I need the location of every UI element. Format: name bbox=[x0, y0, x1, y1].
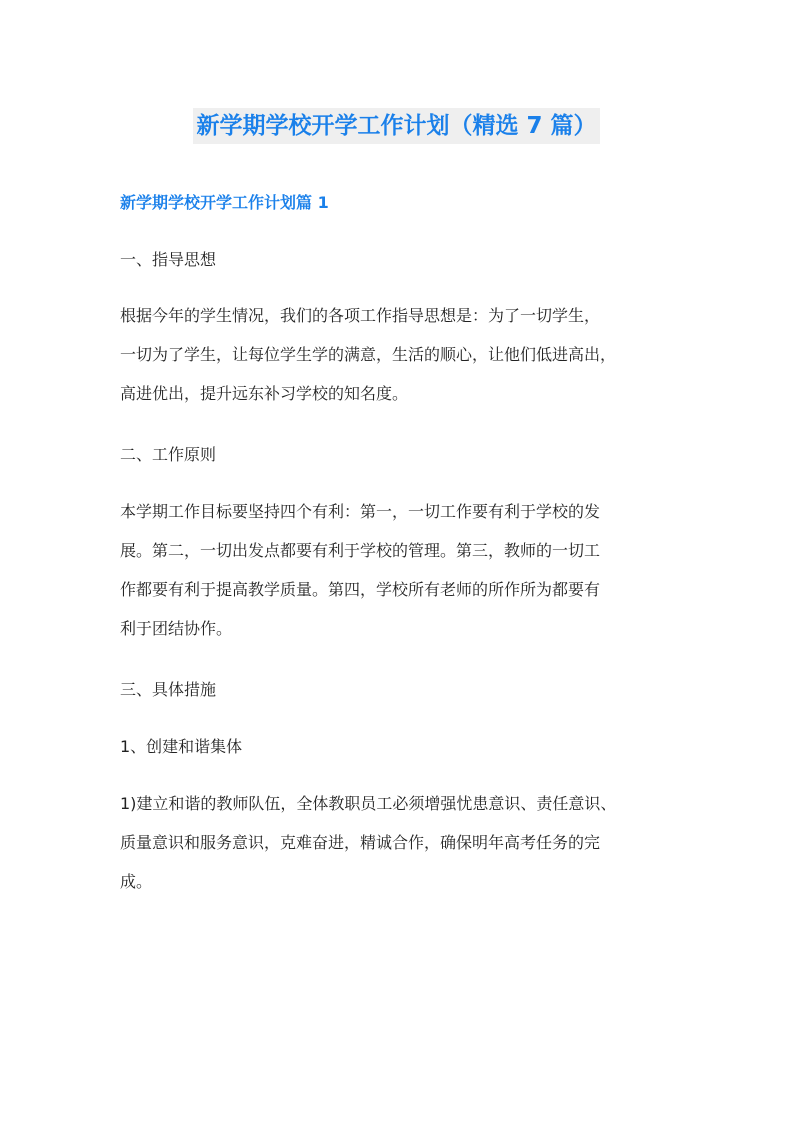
title-text: 新学期学校开学工作计划（精选 7 篇） bbox=[193, 108, 599, 144]
heading-specific-measures: 三、具体措施 bbox=[120, 680, 217, 699]
heading-guiding-ideology: 一、指导思想 bbox=[120, 250, 217, 269]
heading-harmonious-collective: 1、创建和谐集体 bbox=[120, 737, 243, 756]
paragraph-line: 一切为了学生，让每位学生学的满意，生活的顺心，让他们低进高出， bbox=[120, 345, 617, 364]
document-title bbox=[0, 108, 793, 144]
paragraph-line: 成。 bbox=[120, 872, 153, 891]
paragraph-line: 本学期工作目标要坚持四个有利：第一，一切工作要有利于学校的发 bbox=[120, 502, 601, 521]
paragraph-line: 作都要有利于提高教学质量。第四，学校所有老师的所作所为都要有 bbox=[120, 580, 601, 599]
section-subtitle: 新学期学校开学工作计划篇 1 bbox=[120, 193, 329, 212]
paragraph-line: 高进优出，提升远东补习学校的知名度。 bbox=[120, 384, 409, 403]
paragraph-line: 根据今年的学生情况，我们的各项工作指导思想是：为了一切学生， bbox=[120, 306, 601, 325]
paragraph-line: 利于团结协作。 bbox=[120, 619, 233, 638]
paragraph-line: 质量意识和服务意识，克难奋进，精诚合作，确保明年高考任务的完 bbox=[120, 833, 601, 852]
heading-work-principles: 二、工作原则 bbox=[120, 445, 217, 464]
paragraph-line: 展。第二，一切出发点都要有利于学校的管理。第三，教师的一切工 bbox=[120, 541, 601, 560]
paragraph-line: 1)建立和谐的教师队伍，全体教职员工必须增强忧患意识、责任意识、 bbox=[120, 794, 617, 813]
